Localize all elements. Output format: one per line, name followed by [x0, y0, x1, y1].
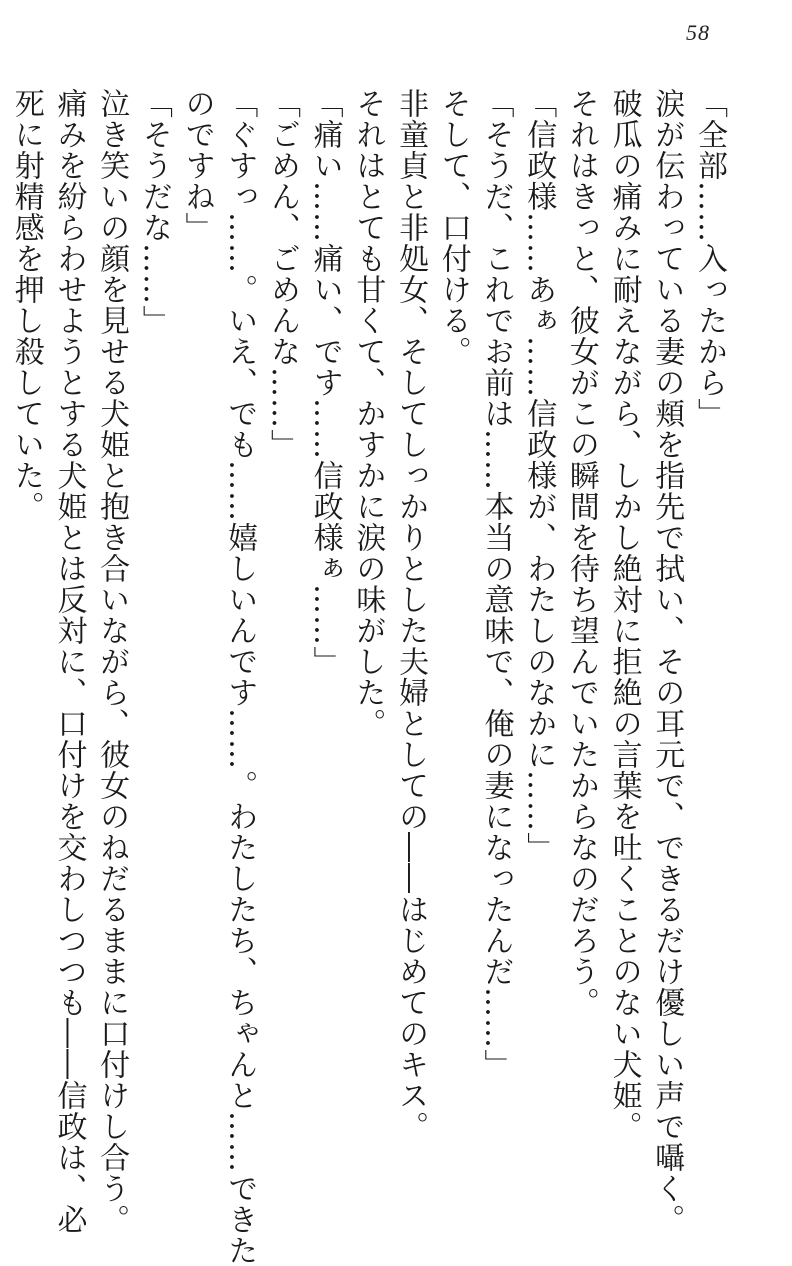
text-line-6: 「そうだ、これでお前は……本当の意味で、俺の妻になったんだ……」: [478, 88, 514, 1080]
text-line-10: 「痛い……痛い、です……信政様ぁ……」: [307, 88, 343, 677]
text-line-7: そして、口付ける。: [435, 88, 471, 367]
page-number: 58: [686, 20, 710, 45]
text-line-1: 「全部……入ったから」: [692, 88, 727, 429]
text-line-13: のですね」: [179, 88, 215, 243]
text-line-9: それはとても甘くて、かすかに涙の味がした。: [350, 88, 386, 739]
text-line-14: 「そうだな……」: [136, 88, 172, 336]
text-line-11: 「ごめん、ごめんな……」: [264, 88, 300, 460]
text-line-16: 痛みを紛らわせようとする犬姫とは反対に、口付けを交わしつつも――信政は、必: [51, 88, 87, 1235]
text-line-4: それはきっと、彼女がこの瞬間を待ち望んでいたからなのだろう。: [563, 88, 599, 1018]
vertical-text-body: [8, 88, 730, 1266]
text-line-3: 破瓜の痛みに耐えながら、しかし絶対に拒絶の言葉を吐くことのない犬姫。: [606, 88, 642, 1142]
text-line-8: 非童貞と非処女、そしてしっかりとした夫婦としての――はじめてのキス。: [393, 88, 429, 1142]
text-line-2: 涙が伝わっている妻の頬を指先で拭い、その耳元で、できるだけ優しい声で囁く。: [649, 88, 685, 1235]
text-line-12: 「ぐすっ……。いえ、でも……嬉しいんです……。わたしたち、ちゃんと……できた: [222, 88, 258, 1266]
text-line-15: 泣き笑いの顔を見せる犬姫と抱き合いながら、彼女のねだるままに口付けし合う。: [94, 88, 130, 1235]
text-line-5: 「信政様……あぁ……信政様が、わたしのなかに……」: [521, 88, 557, 863]
text-line-17: 死に射精感を押し殺していた。: [8, 88, 44, 522]
